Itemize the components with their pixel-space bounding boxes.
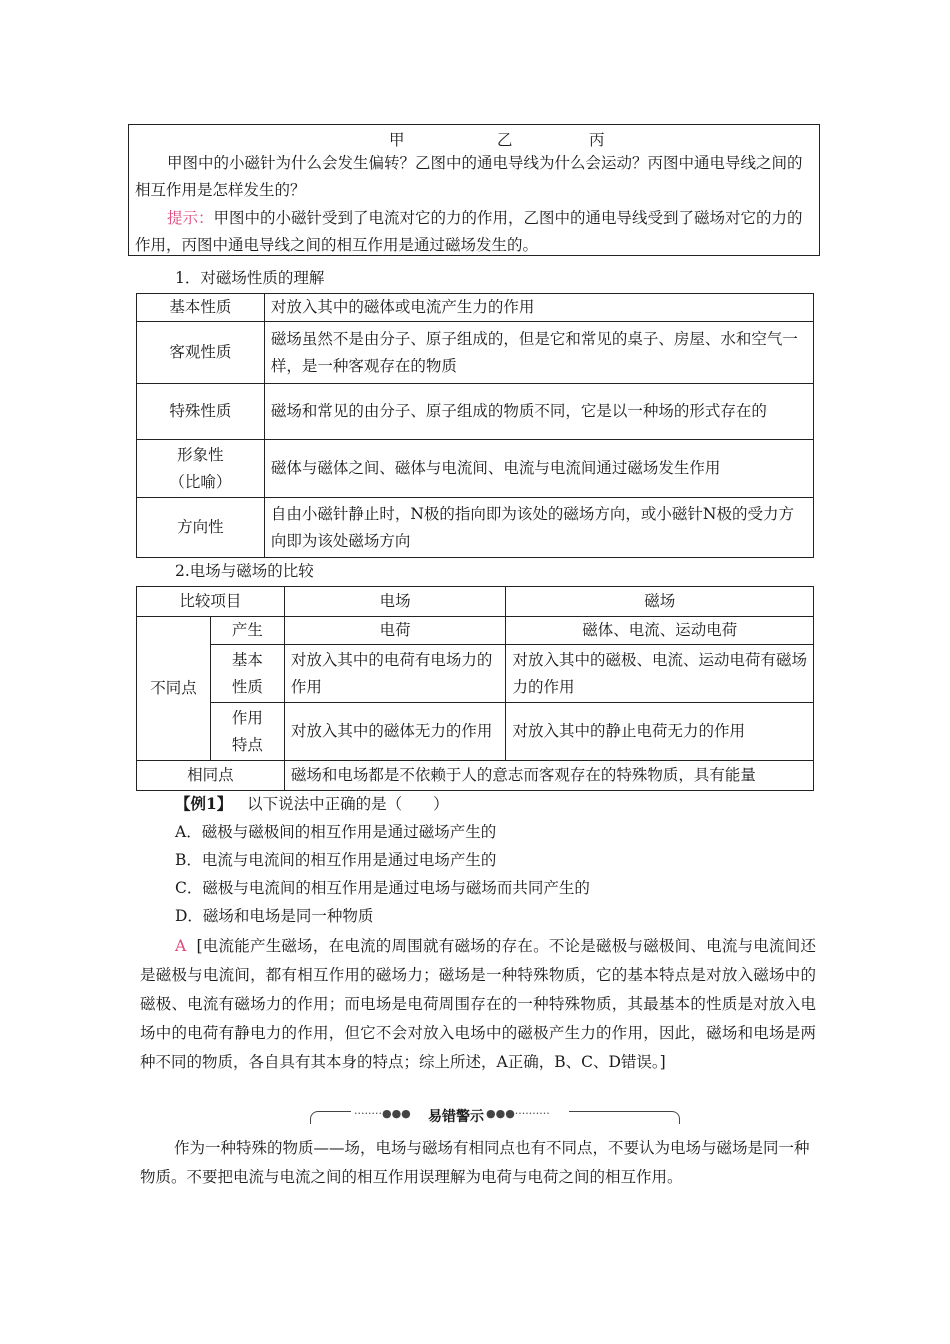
comparison-table bbox=[136, 586, 814, 791]
table-row bbox=[137, 761, 814, 791]
property-desc: 磁场和常见的由分子、原子组成的物质不同，它是以一种场的形式存在的 bbox=[264, 384, 813, 440]
example-question bbox=[175, 792, 449, 814]
same-text: 磁场和电场都是不依赖于人的意志而客观存在的特殊物质，具有能量 bbox=[284, 761, 813, 791]
aspect-cell: 产生 bbox=[210, 617, 284, 645]
same-label: 相同点 bbox=[137, 761, 285, 791]
property-desc: 磁体与磁体之间、磁体与电流间、电流与电流间通过磁场发生作用 bbox=[264, 440, 813, 498]
property-name: 客观性质 bbox=[137, 322, 265, 384]
header-electric: 电场 bbox=[284, 587, 506, 617]
magnetic-cell: 磁体、电流、运动电荷 bbox=[506, 617, 814, 645]
example-question-text: 以下说法中正确的是（ ） bbox=[247, 795, 449, 813]
table-row bbox=[137, 617, 814, 645]
answer-letter: A bbox=[175, 937, 187, 955]
intro-box bbox=[128, 124, 820, 256]
property-name: 特殊性质 bbox=[137, 384, 265, 440]
property-desc: 对放入其中的磁体或电流产生力的作用 bbox=[264, 294, 813, 322]
banner-right-line bbox=[569, 1111, 680, 1124]
property-desc: 磁场虽然不是由分子、原子组成的，但是它和常见的桌子、房屋、水和空气一样，是一种客观存在的物质 bbox=[264, 322, 813, 384]
warning-banner bbox=[310, 1106, 680, 1128]
figure-labels bbox=[129, 128, 819, 150]
intro-question: 甲图中的小磁针为什么会发生偏转？乙图中的通电导线为什么会运动？丙图中通电导线之间的相互作用是怎样发生的？ bbox=[135, 154, 803, 199]
aspect-line2: 性质 bbox=[231, 677, 263, 696]
answer-text: [电流能产生磁场，在电流的周围就有磁场的存在。不论是磁极与磁极间、电流与电流间还是磁极与电流间，都有相互作用的磁场力；磁场是一种特殊物质，它的基本特点是对放入磁场中的磁极、电流有磁场力的作用；而电场是电荷周围存在的一种特殊物质，其最基本的性质是对放入电场中的电荷有静电力的作用，但它不会对放入电场中的磁极产生力的作用，因此，磁场和电场是两种不同的物质，各自具有其本身的特点；综上所述，A正确，B、C、D错误。] bbox=[140, 937, 816, 1071]
answer-explanation bbox=[140, 932, 816, 1077]
table-row bbox=[137, 440, 814, 498]
property-table bbox=[136, 293, 814, 558]
option-a: A．磁极与磁极间的相互作用是通过磁场产生的 bbox=[175, 823, 497, 841]
hint-text: 甲图中的小磁针受到了电流对它的力的作用，乙图中的通电导线受到了磁场对它的力的作用，丙图中通电导线之间的相互作用是通过磁场发生的。 bbox=[135, 209, 803, 254]
table-header-row bbox=[137, 587, 814, 617]
intro-hint bbox=[135, 205, 815, 259]
figure-label-a: 甲 bbox=[389, 131, 405, 149]
aspect-line1: 作用 bbox=[231, 708, 263, 727]
option-c: C．磁极与电流间的相互作用是通过电场与磁场而共同产生的 bbox=[175, 879, 590, 897]
property-name-line2: （比喻） bbox=[169, 472, 232, 491]
table-row bbox=[137, 703, 814, 761]
property-desc: 自由小磁针静止时，N极的指向即为该处的磁场方向，或小磁针N极的受力方向即为该处磁场方向 bbox=[264, 498, 813, 558]
table-row bbox=[137, 645, 814, 703]
table-row bbox=[137, 294, 814, 322]
hint-label: 提示： bbox=[167, 209, 214, 227]
table-row bbox=[137, 322, 814, 384]
section1-title: 1．对磁场性质的理解 bbox=[175, 269, 325, 287]
header-magnetic: 磁场 bbox=[506, 587, 814, 617]
example-tag: 【例1】 bbox=[175, 794, 233, 813]
table-row bbox=[137, 498, 814, 558]
warning-text: 作为一种特殊的物质——场，电场与磁场有相同点也有不同点，不要认为电场与磁场是同一种物质。不要把电流与电流之间的相互作用误理解为电荷与电荷之间的相互作用。 bbox=[140, 1139, 810, 1186]
property-name-line1: 形象性 bbox=[177, 445, 224, 464]
property-name: 方向性 bbox=[137, 498, 265, 558]
banner-dots-right: ●●●·········· bbox=[486, 1107, 550, 1120]
electric-cell: 对放入其中的磁体无力的作用 bbox=[284, 703, 506, 761]
banner-dots-left: ········●●● bbox=[354, 1107, 411, 1120]
electric-cell: 对放入其中的电荷有电场力的作用 bbox=[284, 645, 506, 703]
electric-cell: 电荷 bbox=[284, 617, 506, 645]
property-name: 基本性质 bbox=[137, 294, 265, 322]
table-row bbox=[137, 384, 814, 440]
magnetic-cell: 对放入其中的磁极、电流、运动电荷有磁场力的作用 bbox=[506, 645, 814, 703]
header-item: 比较项目 bbox=[137, 587, 285, 617]
aspect-line1: 基本 bbox=[231, 650, 263, 669]
figure-label-c: 丙 bbox=[589, 131, 605, 149]
banner-left-line bbox=[310, 1111, 351, 1124]
section2-title: 2.电场与磁场的比较 bbox=[175, 562, 314, 580]
figure-label-b: 乙 bbox=[497, 131, 513, 149]
aspect-line2: 特点 bbox=[231, 735, 263, 754]
option-b: B．电流与电流间的相互作用是通过电场产生的 bbox=[175, 851, 497, 869]
diff-label: 不同点 bbox=[137, 617, 211, 761]
option-d: D．磁场和电场是同一种物质 bbox=[175, 907, 374, 925]
magnetic-cell: 对放入其中的静止电荷无力的作用 bbox=[506, 703, 814, 761]
aspect-cell bbox=[210, 703, 284, 761]
aspect-cell bbox=[210, 645, 284, 703]
property-name bbox=[137, 440, 265, 498]
warning-title: 易错警示 bbox=[428, 1109, 484, 1125]
